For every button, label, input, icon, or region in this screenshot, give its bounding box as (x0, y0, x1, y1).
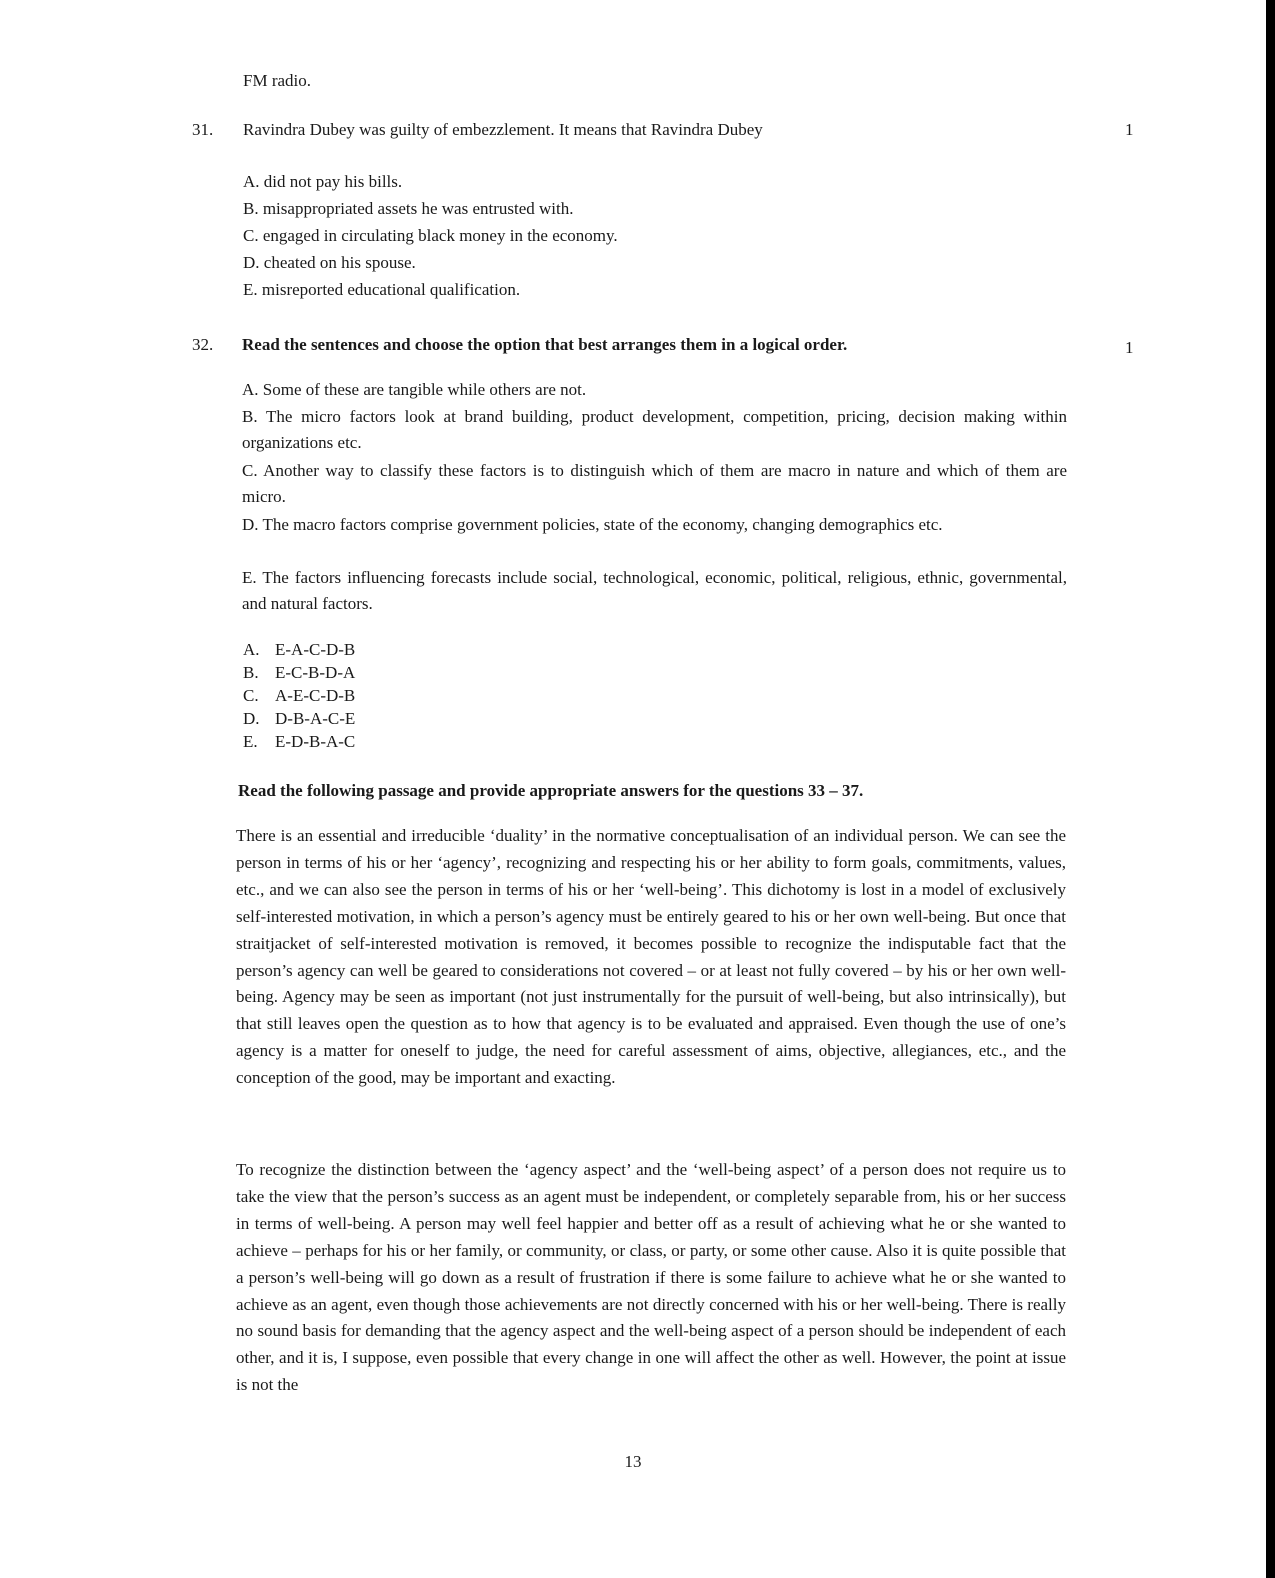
q32-sentence-b: B. The micro factors look at brand building, product development, competition, pricing, decision making within organizations etc. (242, 407, 1067, 452)
q32-stem: Read the sentences and choose the option that best arranges them in a logical order. (242, 335, 848, 354)
choice-text: D-B-A-C-E (275, 709, 356, 728)
q31-option-e: E. misreported educational qualification. (243, 280, 521, 299)
q32-choice-a (243, 638, 355, 661)
q32-choice-e (243, 730, 355, 753)
scan-edge (1266, 0, 1275, 1578)
q32-sentence-a: A. Some of these are tangible while others are not. (242, 380, 587, 399)
q32-choice-b (243, 661, 355, 684)
q31-option-d: D. cheated on his spouse. (243, 253, 416, 272)
q32-choice-c (243, 684, 355, 707)
choice-letter: A. (243, 640, 260, 659)
q31-option-a: A. did not pay his bills. (243, 172, 403, 191)
q32-choice-d (243, 707, 355, 730)
intro-fragment: FM radio. (243, 71, 311, 90)
q31-option-c: C. engaged in circulating black money in the economy. (243, 226, 618, 245)
passage-paragraph-1: There is an essential and irreducible ‘duality’ in the normative conceptualisation of an individual person. We can see the person in terms of his or her ‘agency’, recognizing and respecting his or her ability to form goals, commitments, values, etc., and we can also see the person in terms of his or her ‘well-being’. This dichotomy is lost in a model of exclusively self-interested motivation, in which a person’s agency must be entirely geared to his or her own well-being. But once that straitjacket of self-interested motivation is removed, it becomes possible to recognize the indisputable fact that the person’s agency can well be geared to considerations not covered – or at least not fully covered – by his or her own well-being. Agency may be seen as important (not just instrumentally for the pursuit of well-being, but also intrinsically), but that still leaves open the question as to how that agency is to be evaluated and appraised. Even though the use of one’s agency is a matter for oneself to judge, the need for careful assessment of aims, objective, allegiances, etc., and the conception of the good, may be important and exacting. (236, 826, 1066, 1088)
choice-letter: C. (243, 686, 259, 705)
page-number: 13 (624, 1452, 642, 1471)
q31-marks: 1 (1125, 120, 1134, 139)
q32-sentence-e: E. The factors influencing forecasts include social, technological, economic, political, religious, ethnic, governmental, and natural factors. (242, 568, 1067, 613)
q31-stem: Ravindra Dubey was guilty of embezzlement. It means that Ravindra Dubey (243, 120, 763, 139)
passage-heading: Read the following passage and provide appropriate answers for the questions 33 – 37. (238, 781, 864, 800)
choice-letter: D. (243, 709, 260, 728)
passage-paragraph-2: To recognize the distinction between the ‘agency aspect’ and the ‘well-being aspect’ of a person does not require us to take the view that the person’s success as an agent must be independent, or completely separable from, his or her success in terms of well-being. A person may well feel happier and better off as a result of achieving what he or she wanted to achieve – perhaps for his or her family, or community, or class, or party, or some other cause. Also it is quite possible that a person’s well-being will go down as a result of frustration if there is some failure to achieve what he or she wanted to achieve as an agent, even though those achievements are not directly concerned with his or her well-being. There is really no sound basis for demanding that the agency aspect and the well-being aspect of a person should be independent of each other, and it is, I suppose, even possible that every change in one will affect the other as well. However, the point at issue is not the (236, 1160, 1066, 1395)
choice-letter: E. (243, 732, 258, 751)
choice-letter: B. (243, 663, 259, 682)
q32-number: 32. (192, 335, 214, 354)
q31-option-b: B. misappropriated assets he was entrusted with. (243, 199, 574, 218)
choice-text: E-D-B-A-C (275, 732, 356, 751)
choice-text: E-A-C-D-B (275, 640, 356, 659)
q32-marks: 1 (1125, 338, 1134, 357)
choice-text: A-E-C-D-B (275, 686, 356, 705)
choice-text: E-C-B-D-A (275, 663, 356, 682)
q32-sentence-d: D. The macro factors comprise government policies, state of the economy, changing demographics etc. (242, 515, 943, 534)
q32-sentence-c: C. Another way to classify these factors is to distinguish which of them are macro in nature and which of them are micro. (242, 461, 1067, 506)
q31-number: 31. (192, 120, 214, 139)
